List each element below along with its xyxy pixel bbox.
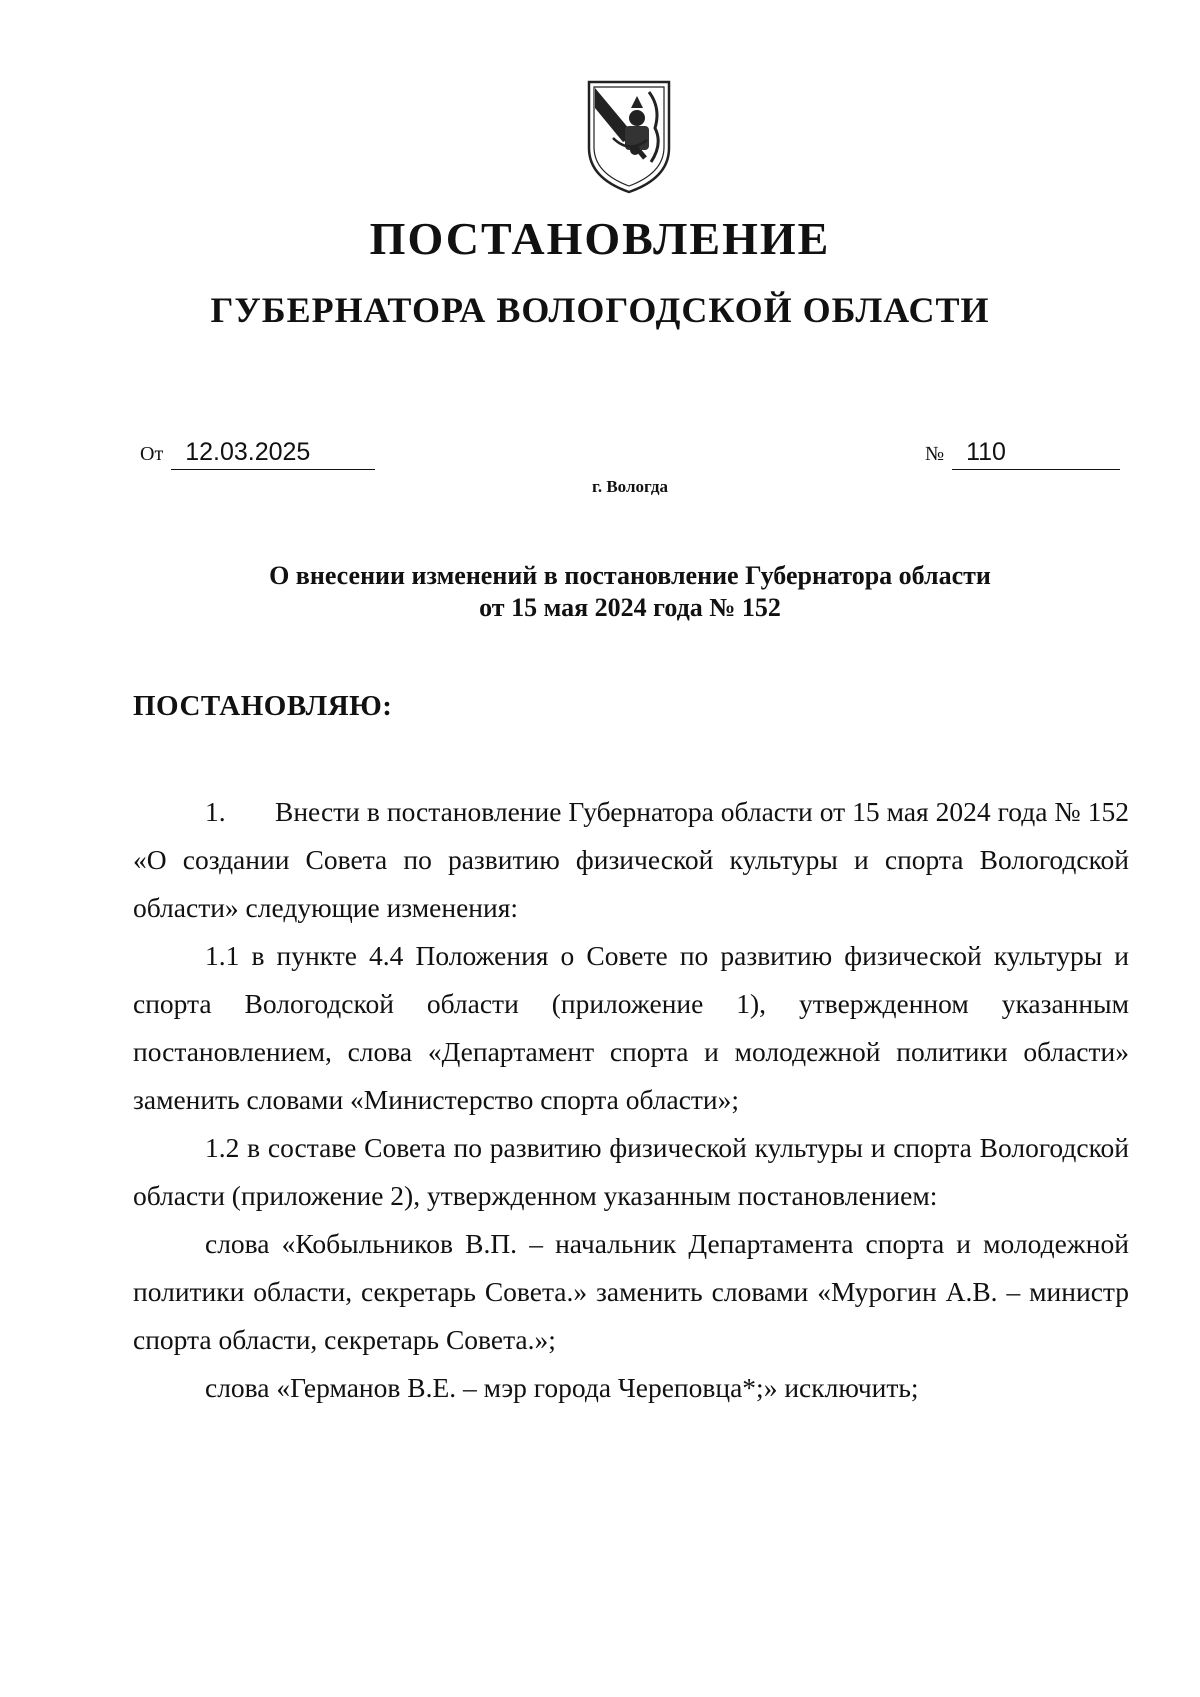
document-subtitle: ГУБЕРНАТОРА ВОЛОГОДСКОЙ ОБЛАСТИ <box>210 290 990 330</box>
coat-of-arms-icon <box>585 78 673 196</box>
paragraph-1 <box>133 788 1129 932</box>
decree-heading: ПОСТАНОВЛЯЮ: <box>133 690 393 722</box>
document-subject <box>0 560 1200 624</box>
document-body <box>133 788 1129 1412</box>
date-value: 12.03.2025 <box>171 437 375 470</box>
number-field <box>925 437 1120 470</box>
document-title: ПОСТАНОВЛЕНИЕ <box>369 213 831 264</box>
date-field <box>140 437 375 470</box>
number-value: 110 <box>952 437 1120 470</box>
paragraph-1-2: 1.2 в составе Совета по развитию физической культуры и спорта Вологодской области (приложение 2), утвержденном указанным постановлением: <box>133 1132 1129 1211</box>
number-label: № <box>925 443 945 465</box>
date-label: От <box>140 443 164 465</box>
city-label: г. Вологда <box>592 477 668 496</box>
subject-line-1: О внесении изменений в постановление Губернатора области <box>269 561 991 590</box>
paragraph-item-a: слова «Кобыльников В.П. – начальник Департамента спорта и молодежной политики области, секретарь Совета.» заменить словами «Мурогин А.В. – министр спорта области, секретарь Совета.»; <box>133 1228 1129 1355</box>
paragraph-1-1: 1.1 в пункте 4.4 Положения о Совете по развитию физической культуры и спорта Вологодской области (приложение 1), утвержденном указанным постановлением, слова «Департамент спорта и молодежной политики области» заменить словами «Министерство спорта области»; <box>133 940 1129 1115</box>
paragraph-item-b: слова «Германов В.Е. – мэр города Череповца*;» исключить; <box>205 1372 919 1403</box>
subject-line-2: от 15 мая 2024 года № 152 <box>479 593 781 622</box>
paragraph-1-text: Внести в постановление Губернатора области от 15 мая 2024 года № 152 «О создании Совета по развитию физической культуры и спорта Вологодской области» следующие изменения: <box>133 796 1129 923</box>
paragraph-number: 1. <box>205 796 226 827</box>
